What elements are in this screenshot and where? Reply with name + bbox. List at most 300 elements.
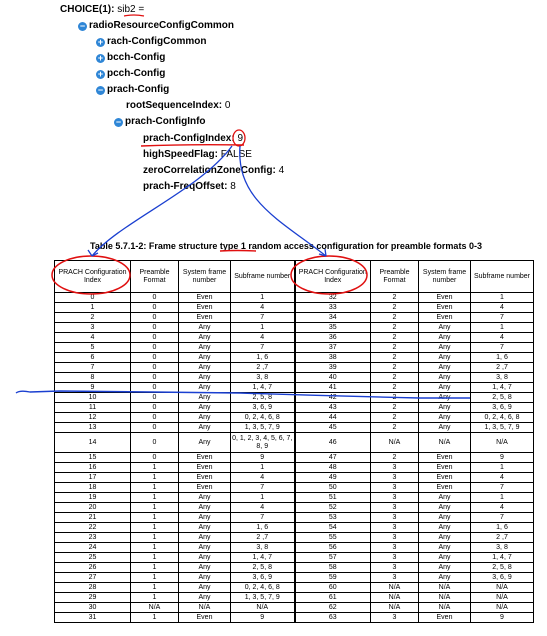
table-cell: Even: [179, 313, 231, 323]
tree-node-rach-configcommon[interactable]: [96, 36, 206, 48]
table-cell: 20: [55, 503, 131, 513]
table-row: [55, 453, 534, 463]
table-cell: 62: [295, 603, 371, 613]
table-cell: N/A: [471, 433, 534, 453]
header-preamble-format: Preamble Format: [131, 261, 179, 293]
table-cell: Any: [419, 323, 471, 333]
table-cell: 4: [231, 503, 295, 513]
table-cell: 63: [295, 613, 371, 623]
tree-node-label: highSpeedFlag:: [143, 149, 218, 160]
table-cell: Any: [419, 563, 471, 573]
tree-node-value: FALSE: [220, 149, 252, 160]
table-cell: 2: [371, 323, 419, 333]
table-cell: 3, 8: [231, 373, 295, 383]
table-cell: Any: [419, 383, 471, 393]
table-cell: 2, 5, 8: [231, 563, 295, 573]
table-cell: 36: [295, 333, 371, 343]
tree-root-label: CHOICE(1):: [60, 4, 115, 15]
table-cell: Any: [179, 423, 231, 433]
table-cell: 29: [55, 593, 131, 603]
table-cell: 2: [371, 293, 419, 303]
table-cell: 2 ,7: [231, 363, 295, 373]
table-row: [55, 293, 534, 303]
table-cell: 1: [231, 293, 295, 303]
table-cell: 9: [471, 453, 534, 463]
table-cell: 3, 8: [471, 543, 534, 553]
table-row: [55, 303, 534, 313]
table-cell: 1, 4, 7: [471, 553, 534, 563]
table-cell: 3, 8: [231, 543, 295, 553]
table-cell: 3, 8: [471, 373, 534, 383]
tree-root: [60, 4, 144, 16]
table-cell: 21: [55, 513, 131, 523]
table-cell: 2: [371, 403, 419, 413]
table-cell: 26: [55, 563, 131, 573]
table-cell: N/A: [371, 603, 419, 613]
table-cell: Even: [179, 473, 231, 483]
tree-node-label: rach-ConfigCommon: [107, 36, 207, 47]
table-cell: 2: [371, 363, 419, 373]
table-cell: Any: [179, 543, 231, 553]
table-cell: 32: [295, 293, 371, 303]
tree-node-value: 9: [237, 133, 244, 144]
table-cell: Even: [419, 463, 471, 473]
table-cell: 1, 6: [231, 353, 295, 363]
tree-node-prach-freqoffset: [143, 181, 236, 193]
table-cell: 3, 6, 9: [471, 403, 534, 413]
table-cell: 1, 4, 7: [231, 383, 295, 393]
table-cell: Any: [419, 423, 471, 433]
table-cell: 1: [131, 543, 179, 553]
table-cell: 58: [295, 563, 371, 573]
table-cell: Any: [419, 363, 471, 373]
table-cell: 0: [131, 353, 179, 363]
table-cell: 53: [295, 513, 371, 523]
table-cell: 0: [131, 393, 179, 403]
table-cell: 34: [295, 313, 371, 323]
tree-node-label: prach-Config: [107, 84, 170, 95]
table-cell: Even: [179, 613, 231, 623]
table-cell: 3: [371, 533, 419, 543]
table-cell: 0: [131, 403, 179, 413]
table-row: [55, 403, 534, 413]
table-cell: 2 ,7: [471, 533, 534, 543]
table-cell: 24: [55, 543, 131, 553]
table-cell: 1: [231, 463, 295, 473]
table-cell: 2: [371, 343, 419, 353]
table-cell: 37: [295, 343, 371, 353]
table-cell: 0: [131, 453, 179, 463]
tree-node-value: 0: [224, 100, 231, 111]
tree-node-prach-configinfo[interactable]: [114, 116, 206, 128]
table-cell: 7: [471, 483, 534, 493]
table-cell: 38: [295, 353, 371, 363]
tree-node-label: prach-ConfigIndex:: [143, 133, 235, 144]
table-cell: 2, 5, 8: [231, 393, 295, 403]
table-cell: 1: [131, 523, 179, 533]
table-cell: 56: [295, 543, 371, 553]
table-cell: 4: [471, 473, 534, 483]
table-cell: 1: [131, 483, 179, 493]
tree-node-value: 8: [230, 181, 236, 192]
table-cell: 0: [55, 293, 131, 303]
table-cell: 54: [295, 523, 371, 533]
table-cell: 1: [231, 493, 295, 503]
table-cell: 16: [55, 463, 131, 473]
table-cell: 0: [131, 363, 179, 373]
table-cell: N/A: [371, 593, 419, 603]
table-cell: 3: [371, 573, 419, 583]
table-cell: 1: [231, 323, 295, 333]
table-cell: 3: [371, 473, 419, 483]
table-cell: Any: [179, 503, 231, 513]
table-cell: 2 ,7: [471, 363, 534, 373]
table-cell: 7: [471, 343, 534, 353]
table-cell: 0: [131, 383, 179, 393]
collapse-icon[interactable]: −: [79, 21, 86, 31]
table-cell: 1: [131, 613, 179, 623]
table-cell: Any: [419, 553, 471, 563]
table-cell: N/A: [419, 603, 471, 613]
table-cell: 1: [131, 463, 179, 473]
tree-node-label: rootSequenceIndex:: [126, 100, 223, 111]
table-cell: Any: [419, 413, 471, 423]
collapse-icon[interactable]: −: [97, 85, 104, 95]
table-cell: 0: [131, 373, 179, 383]
table-cell: Any: [179, 553, 231, 563]
table-row: [55, 503, 534, 513]
table-cell: 9: [55, 383, 131, 393]
table-cell: 0: [131, 323, 179, 333]
table-cell: 1, 6: [471, 523, 534, 533]
table-cell: 4: [471, 503, 534, 513]
expand-icon[interactable]: +: [97, 69, 104, 79]
table-row: [55, 533, 534, 543]
table-cell: 40: [295, 373, 371, 383]
table-cell: 0: [131, 423, 179, 433]
table-cell: Any: [179, 493, 231, 503]
table-cell: 0: [131, 343, 179, 353]
table-cell: Any: [179, 403, 231, 413]
table-cell: Even: [179, 453, 231, 463]
table-cell: 1: [131, 493, 179, 503]
tree-node-prach-config[interactable]: [96, 84, 169, 96]
tree-node-label: pcch-Config: [107, 68, 166, 79]
table-cell: 2: [371, 303, 419, 313]
header-prach-config-index: PRACH Configuration Index: [295, 261, 371, 293]
table-cell: 1, 4, 7: [231, 553, 295, 563]
table-cell: Any: [419, 533, 471, 543]
table-cell: 3: [371, 553, 419, 563]
table-cell: Any: [179, 353, 231, 363]
table-cell: 4: [471, 333, 534, 343]
table-cell: 0, 2, 4, 6, 8: [231, 583, 295, 593]
table-cell: 3: [371, 543, 419, 553]
table-cell: 57: [295, 553, 371, 563]
table-cell: 1: [131, 533, 179, 543]
table-cell: Even: [419, 293, 471, 303]
table-cell: Even: [419, 453, 471, 463]
table-cell: 1: [131, 583, 179, 593]
table-cell: 61: [295, 593, 371, 603]
table-cell: 0: [131, 413, 179, 423]
table-cell: Any: [179, 373, 231, 383]
table-cell: Even: [179, 293, 231, 303]
table-cell: 1: [131, 563, 179, 573]
table-cell: N/A: [419, 593, 471, 603]
table-cell: 9: [231, 453, 295, 463]
table-cell: 3: [371, 493, 419, 503]
table-cell: Even: [419, 613, 471, 623]
table-cell: 3, 6, 9: [471, 573, 534, 583]
table-row: [55, 473, 534, 483]
table-row: [55, 353, 534, 363]
table-cell: Any: [179, 533, 231, 543]
table-cell: 35: [295, 323, 371, 333]
table-cell: 18: [55, 483, 131, 493]
tree-root-value: sib2 =: [117, 4, 145, 15]
table-cell: 3: [371, 513, 419, 523]
table-cell: 48: [295, 463, 371, 473]
table-cell: 3: [371, 483, 419, 493]
table-cell: 2, 5, 8: [471, 563, 534, 573]
table-cell: 60: [295, 583, 371, 593]
table-cell: 49: [295, 473, 371, 483]
table-cell: 7: [231, 513, 295, 523]
table-cell: Even: [179, 463, 231, 473]
table-cell: 55: [295, 533, 371, 543]
table-cell: 2: [55, 313, 131, 323]
table-cell: 0, 2, 4, 6, 8: [231, 413, 295, 423]
table-cell: 2, 5, 8: [471, 393, 534, 403]
header-prach-config-index: PRACH Configuration Index: [55, 261, 131, 293]
table-cell: 17: [55, 473, 131, 483]
table-cell: 15: [55, 453, 131, 463]
table-row: [55, 583, 534, 593]
table-cell: 3: [371, 613, 419, 623]
table-cell: 28: [55, 583, 131, 593]
table-cell: N/A: [371, 583, 419, 593]
header-system-frame-number: System frame number: [179, 261, 231, 293]
table-cell: Any: [179, 583, 231, 593]
table-cell: 5: [55, 343, 131, 353]
table-cell: 3: [371, 463, 419, 473]
table-cell: Any: [419, 513, 471, 523]
table-cell: Any: [419, 523, 471, 533]
table-cell: 1, 6: [471, 353, 534, 363]
table-cell: Any: [419, 353, 471, 363]
tree-node-highspeedflag: [143, 149, 252, 161]
table-row: [55, 523, 534, 533]
table-cell: Any: [419, 333, 471, 343]
table-cell: Any: [179, 383, 231, 393]
table-cell: 41: [295, 383, 371, 393]
table-cell: 22: [55, 523, 131, 533]
tree-node-label: radioResourceConfigCommon: [89, 20, 235, 31]
table-cell: 42: [295, 393, 371, 403]
table-cell: Any: [179, 573, 231, 583]
table-cell: 30: [55, 603, 131, 613]
table-row: [55, 553, 534, 563]
table-cell: Any: [419, 393, 471, 403]
table-cell: Even: [179, 303, 231, 313]
tree-node-label: zeroCorrelationZoneConfig:: [143, 165, 276, 176]
table-row: [55, 333, 534, 343]
tree-node-pcch-config[interactable]: [96, 68, 165, 80]
table-cell: 1: [471, 463, 534, 473]
table-cell: 47: [295, 453, 371, 463]
table-cell: 7: [471, 513, 534, 523]
table-cell: N/A: [371, 433, 419, 453]
table-cell: 3, 6, 9: [231, 573, 295, 583]
table-row: [55, 393, 534, 403]
table-cell: Any: [419, 573, 471, 583]
table-cell: 11: [55, 403, 131, 413]
table-cell: Any: [179, 333, 231, 343]
table-cell: 2: [371, 353, 419, 363]
table-row: [55, 343, 534, 353]
table-cell: 0: [131, 333, 179, 343]
prach-config-table: [54, 260, 534, 623]
table-cell: 4: [231, 473, 295, 483]
table-cell: 1: [131, 473, 179, 483]
table-cell: 6: [55, 353, 131, 363]
table-row: [55, 423, 534, 433]
tree-node-label: bcch-Config: [107, 52, 166, 63]
table-cell: 1: [131, 593, 179, 603]
table-cell: N/A: [131, 603, 179, 613]
tree-node-label: prach-ConfigInfo: [125, 116, 206, 127]
table-cell: 7: [471, 313, 534, 323]
header-preamble-format: Preamble Format: [371, 261, 419, 293]
table-cell: 52: [295, 503, 371, 513]
table-cell: Even: [419, 483, 471, 493]
table-cell: 1, 6: [231, 523, 295, 533]
table-cell: 1: [55, 303, 131, 313]
table-row: [55, 613, 534, 623]
table-cell: N/A: [231, 603, 295, 613]
table-cell: 2 ,7: [231, 533, 295, 543]
table-cell: 23: [55, 533, 131, 543]
table-cell: Any: [419, 543, 471, 553]
table-cell: Even: [419, 473, 471, 483]
table-cell: 1: [471, 493, 534, 503]
table-cell: 1: [131, 503, 179, 513]
table-cell: 3: [371, 563, 419, 573]
table-cell: 4: [231, 333, 295, 343]
table-cell: Any: [419, 343, 471, 353]
table-cell: Any: [179, 363, 231, 373]
table-cell: 12: [55, 413, 131, 423]
table-cell: Any: [179, 343, 231, 353]
expand-icon[interactable]: +: [97, 53, 104, 63]
table-cell: 25: [55, 553, 131, 563]
table-cell: 1: [131, 513, 179, 523]
table-cell: 19: [55, 493, 131, 503]
table-row: [55, 413, 534, 423]
table-cell: 2: [371, 333, 419, 343]
header-subframe-number: Subframe number: [471, 261, 534, 293]
table-cell: 9: [231, 613, 295, 623]
table-row: [55, 573, 534, 583]
table-cell: Any: [419, 403, 471, 413]
table-cell: N/A: [471, 593, 534, 603]
tree-node-zerocorrelationzoneconfig: [143, 165, 284, 177]
table-cell: N/A: [471, 603, 534, 613]
table-cell: 2: [371, 313, 419, 323]
table-cell: 44: [295, 413, 371, 423]
table-cell: Any: [179, 563, 231, 573]
table-cell: N/A: [419, 433, 471, 453]
tree-node-value: 4: [278, 165, 285, 176]
table-cell: 33: [295, 303, 371, 313]
tree-node-rootsequenceindex: [126, 100, 230, 112]
expand-icon[interactable]: +: [97, 37, 104, 47]
table-row: [55, 363, 534, 373]
table-cell: 3: [371, 523, 419, 533]
header-system-frame-number: System frame number: [419, 261, 471, 293]
table-cell: 50: [295, 483, 371, 493]
table-cell: Any: [419, 493, 471, 503]
table-cell: 59: [295, 573, 371, 583]
table-row: [55, 463, 534, 473]
table-cell: N/A: [419, 583, 471, 593]
tree-node-label: prach-FreqOffset:: [143, 181, 228, 192]
table-cell: Even: [179, 483, 231, 493]
table-cell: 7: [231, 313, 295, 323]
table-cell: 1: [131, 553, 179, 563]
table-cell: 3: [55, 323, 131, 333]
table-row: [55, 593, 534, 603]
table-cell: 1: [131, 573, 179, 583]
table-cell: 27: [55, 573, 131, 583]
table-caption: Table 5.7.1-2: Frame structure type 1 random access configuration for preamble formats 0-3: [90, 241, 482, 251]
table-cell: 13: [55, 423, 131, 433]
table-cell: 3: [371, 503, 419, 513]
table-cell: 39: [295, 363, 371, 373]
table-cell: 0, 2, 4, 6, 8: [471, 413, 534, 423]
table-cell: 4: [231, 303, 295, 313]
table-cell: 1, 3, 5, 7, 9: [231, 593, 295, 603]
table-cell: Even: [419, 313, 471, 323]
collapse-icon[interactable]: −: [115, 117, 122, 127]
tree-node-radioresourceconfigcommon[interactable]: [78, 20, 234, 32]
tree-node-bcch-config[interactable]: [96, 52, 165, 64]
table-cell: 1, 4, 7: [471, 383, 534, 393]
table-cell: N/A: [471, 583, 534, 593]
table-cell: 1, 3, 5, 7, 9: [231, 423, 295, 433]
table-row: [55, 493, 534, 503]
table-cell: Any: [419, 373, 471, 383]
table-body: [55, 293, 534, 623]
tree-node-prach-configindex: [143, 133, 243, 145]
table-row: [55, 383, 534, 393]
table-cell: Even: [419, 303, 471, 313]
table-cell: 2: [371, 393, 419, 403]
table-cell: 2: [371, 453, 419, 463]
table-cell: 8: [55, 373, 131, 383]
table-cell: 2: [371, 413, 419, 423]
table-cell: 43: [295, 403, 371, 413]
table-row: [55, 373, 534, 383]
table-cell: 0, 1, 2, 3, 4, 5, 6, 7, 8, 9: [231, 433, 295, 453]
table-cell: 2: [371, 423, 419, 433]
table-cell: 0: [131, 313, 179, 323]
table-row: [55, 543, 534, 553]
table-cell: 0: [131, 303, 179, 313]
table-cell: 4: [471, 303, 534, 313]
table-cell: 31: [55, 613, 131, 623]
